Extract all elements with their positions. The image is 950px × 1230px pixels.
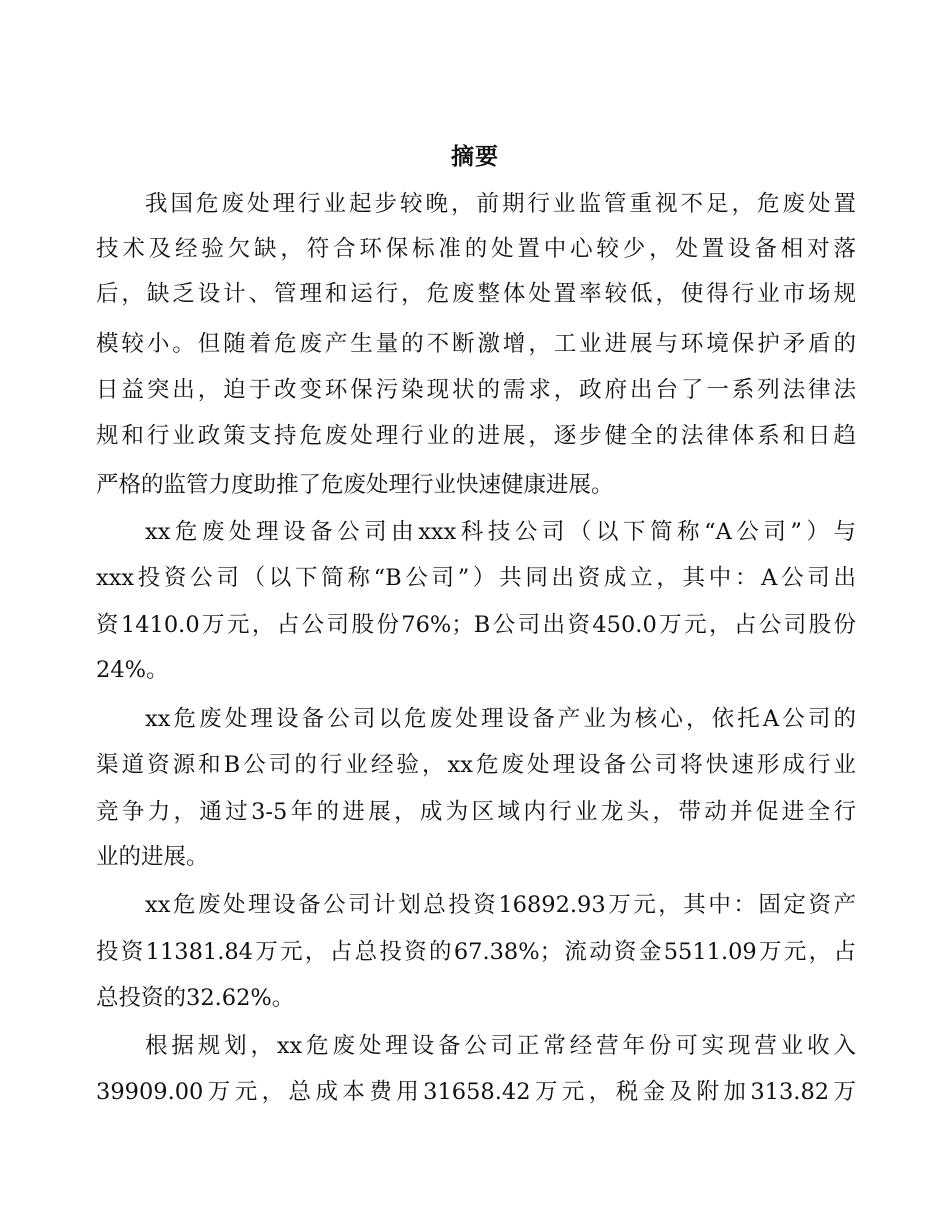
text-line: 业的进展。 bbox=[96, 844, 209, 870]
text-line: 24%。 bbox=[96, 657, 169, 683]
text-line: xx危废处理设备公司计划总投资16892.93万元，其中：固定资产 bbox=[145, 892, 856, 918]
text-line: 技术及经验欠缺，符合环保标准的处置中心较少，处置设备相对落 bbox=[96, 236, 856, 262]
text-line: 后，缺乏设计、管理和运行，危废整体处置率较低，使得行业市场规 bbox=[96, 281, 856, 307]
text-line: 渠道资源和B公司的行业经验，xx危废处理设备公司将快速形成行业 bbox=[96, 752, 856, 778]
text-line: 日益突出，迫于改变环保污染现状的需求，政府出台了一系列法律法 bbox=[96, 377, 856, 403]
text-line: 投资11381.84万元，占总投资的67.38%；流动资金5511.09万元，占 bbox=[96, 939, 856, 965]
text-line: 规和行业政策支持危废处理行业的进展，逐步健全的法律体系和日趋 bbox=[96, 423, 856, 449]
text-line: 严格的监管力度助推了危废处理行业快速健康进展。 bbox=[96, 472, 614, 498]
text-line: 总投资的32.62%。 bbox=[96, 985, 295, 1011]
page-title: 摘要 bbox=[451, 143, 499, 170]
text-line: 资1410.0万元，占公司股份76%；B公司出资450.0万元，占公司股份 bbox=[96, 612, 856, 638]
text-line: 模较小。但随着危废产生量的不断激增，工业进展与环境保护矛盾的 bbox=[96, 331, 856, 357]
text-line: 我国危废处理行业起步较晚，前期行业监管重视不足，危废处置 bbox=[145, 191, 856, 217]
text-line: 根据规划，xx危废处理设备公司正常经营年份可实现营业收入 bbox=[145, 1033, 856, 1059]
text-line: 竞争力，通过3-5年的进展，成为区域内行业龙头，带动并促进全行 bbox=[96, 799, 856, 825]
text-line: xxx投资公司（以下简称“B公司”）共同出资成立，其中：A公司出 bbox=[96, 565, 856, 591]
text-line: xx危废处理设备公司以危废处理设备产业为核心，依托A公司的 bbox=[145, 706, 856, 732]
text-line: 39909.00万元，总成本费用31658.42万元，税金及附加313.82万 bbox=[96, 1079, 856, 1105]
text-line: xx危废处理设备公司由xxx科技公司（以下简称“A公司”）与 bbox=[145, 519, 856, 545]
